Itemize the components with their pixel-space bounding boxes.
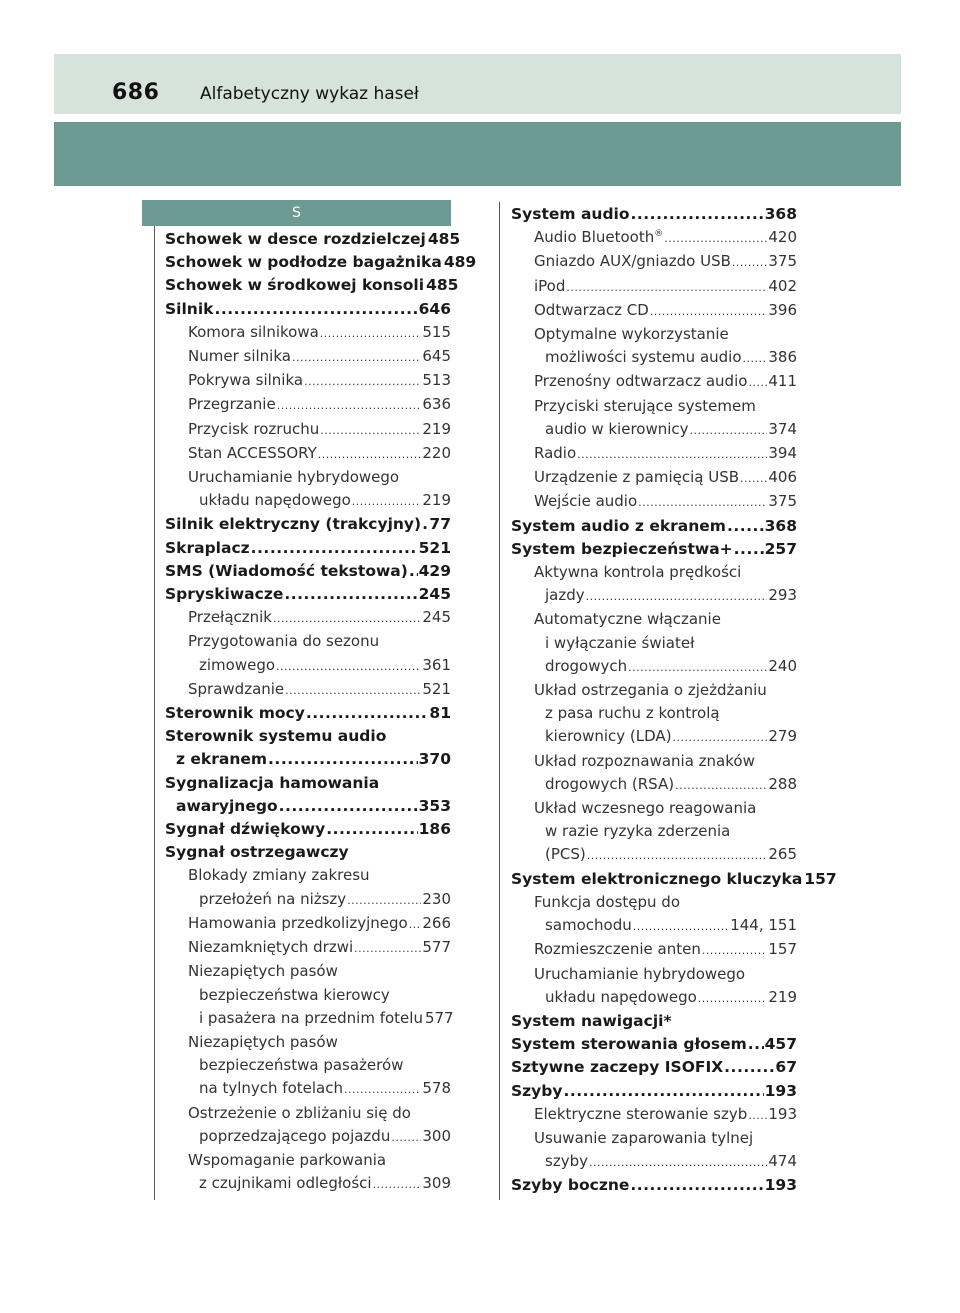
index-entry-page: 300 <box>422 1126 451 1145</box>
index-entry <box>165 369 451 393</box>
index-entry-page: 521 <box>418 538 451 557</box>
index-entry-text: szyby <box>545 1152 588 1171</box>
dot-leader <box>734 538 764 561</box>
index-entry <box>511 843 797 867</box>
dot-leader <box>748 370 767 394</box>
index-entry <box>165 1031 451 1054</box>
index-entry-text: Komora silnikowa <box>188 322 319 341</box>
index-entry-page: 245 <box>418 585 451 604</box>
index-entry-page: 578 <box>422 1079 451 1098</box>
index-entry-page: 645 <box>422 347 451 366</box>
index-entry <box>511 679 797 702</box>
dot-leader <box>673 725 768 749</box>
index-entry-text: Elektryczne sterowanie szyb <box>534 1104 748 1123</box>
dot-leader <box>268 748 418 771</box>
index-entry <box>511 226 797 250</box>
dot-leader <box>320 418 421 442</box>
index-entry-text: Audio Bluetooth® <box>534 228 664 247</box>
index-entry <box>165 772 451 795</box>
index-entry <box>165 321 451 345</box>
index-entry <box>165 560 451 583</box>
section-banner <box>54 122 901 186</box>
index-entry-text: Układ wczesnego reagowania <box>534 799 757 818</box>
index-entry-text: Przełącznik <box>188 608 272 627</box>
index-entry-page: 406 <box>768 468 797 487</box>
index-entry-page: 279 <box>768 727 797 746</box>
dot-leader <box>304 369 421 393</box>
index-entry-text: jazdy <box>545 586 585 605</box>
index-entry-text: Przenośny odtwarzacz audio <box>534 372 748 391</box>
index-entry <box>511 299 797 323</box>
index-entry-text: Radio <box>534 444 577 463</box>
index-entry-text: i pasażera na przednim fotelu <box>199 1008 423 1027</box>
index-entry-text: Uruchamianie hybrydowego <box>534 964 746 983</box>
index-entry-page: 353 <box>418 796 451 815</box>
index-entry-text: Szyby boczne <box>511 1176 630 1195</box>
index-entry-text: Przygotowania do sezonu <box>188 632 380 651</box>
dot-leader <box>702 938 768 962</box>
index-entry <box>511 346 797 370</box>
index-entry <box>511 538 797 561</box>
index-entry <box>511 490 797 514</box>
index-entry-page: 219 <box>422 419 451 438</box>
index-entry <box>511 203 797 226</box>
index-entry <box>511 1033 797 1056</box>
index-entry-text: kierownicy (LDA) <box>545 727 672 746</box>
dot-leader <box>285 678 421 702</box>
index-entry <box>165 393 451 417</box>
index-entry-text: Wejście audio <box>534 492 638 511</box>
index-entry <box>511 418 797 442</box>
index-entry-text: SMS (Wiadomość tekstowa) <box>165 561 408 580</box>
index-entry-page: 394 <box>768 444 797 463</box>
dot-leader <box>306 702 429 725</box>
index-entry-text: System sterowania głosem <box>511 1035 747 1054</box>
index-entry-page: 646 <box>418 299 451 318</box>
dot-leader <box>743 346 768 370</box>
dot-leader <box>732 250 767 274</box>
index-entry-text: Szyby <box>511 1081 563 1100</box>
index-entry <box>165 936 451 960</box>
dot-leader <box>631 203 764 226</box>
index-entry <box>511 725 797 749</box>
index-entry-page: 144, 151 <box>730 916 797 935</box>
index-entry-text: zimowego <box>199 655 276 674</box>
index-entry-page: 386 <box>768 348 797 367</box>
index-entry-text: bezpieczeństwa pasażerów <box>199 1056 404 1075</box>
index-entry-text: Funkcja dostępu do <box>534 892 681 911</box>
index-entry-page: 485 <box>427 230 461 248</box>
index-entry-text: Automatyczne włączanie <box>534 610 721 629</box>
dot-leader <box>276 654 421 678</box>
index-entry <box>165 513 451 536</box>
index-entry <box>165 984 451 1007</box>
index-entry <box>511 275 797 299</box>
index-entry <box>165 228 461 251</box>
index-entry-text: bezpieczeństwa kierowcy <box>199 985 390 1004</box>
section-letter-tab: S <box>142 200 451 226</box>
index-entry <box>511 1150 797 1174</box>
index-entry-text: Silnik <box>165 299 214 318</box>
dot-leader <box>373 1172 422 1196</box>
index-entry <box>511 914 797 938</box>
index-entry-text: Stan ACCESSORY <box>188 443 317 462</box>
index-entry <box>165 345 451 369</box>
index-entry <box>511 1010 797 1033</box>
index-entry-text: Gniazdo AUX/gniazdo USB <box>534 252 731 271</box>
dot-leader <box>727 515 764 538</box>
index-entry-text: Hamowania przedkolizyjnego <box>188 913 408 932</box>
index-entry-page: 67 <box>775 1058 797 1077</box>
dot-leader <box>354 936 421 960</box>
index-entry-page: 193 <box>764 1176 797 1195</box>
index-entry <box>165 912 451 936</box>
dot-leader <box>690 418 768 442</box>
index-entry-page: 157 <box>768 940 797 959</box>
dot-leader <box>724 1056 774 1079</box>
index-entry-text: Niezapiętych pasów <box>188 1032 338 1051</box>
index-entry-text: na tylnych fotelach <box>199 1079 343 1098</box>
index-entry-text: Numer silnika <box>188 347 291 366</box>
index-entry-page: 186 <box>418 820 451 839</box>
index-entry <box>165 466 451 489</box>
index-entry-page: 266 <box>422 913 451 932</box>
index-entry-text: Sterownik systemu audio <box>165 727 387 746</box>
dot-leader <box>409 560 418 583</box>
index-entry-text: Usuwanie zaparowania tylnej <box>534 1128 754 1147</box>
index-entry-text: Sprawdzanie <box>188 679 285 698</box>
index-entry-text: (PCS) <box>545 845 586 864</box>
index-entry <box>165 1054 451 1077</box>
index-entry <box>165 583 451 606</box>
index-entry <box>511 820 797 843</box>
dot-leader <box>698 986 768 1010</box>
index-entry-page: 368 <box>764 516 797 535</box>
index-entry-text: System bezpieczeństwa+ <box>511 539 733 558</box>
index-entry-text: Skraplacz <box>165 538 250 557</box>
dot-leader <box>740 466 767 490</box>
index-entry-page: 293 <box>768 586 797 605</box>
index-entry <box>511 868 837 891</box>
index-entry-page: 420 <box>768 228 797 247</box>
index-entry-text: awaryjnego <box>176 796 278 815</box>
dot-leader <box>251 537 418 560</box>
index-entry <box>165 1149 451 1172</box>
index-entry <box>511 250 797 274</box>
index-entry <box>165 888 451 912</box>
index-entry-page: 515 <box>422 322 451 341</box>
index-entry <box>165 418 451 442</box>
index-entry <box>165 489 451 513</box>
index-entry-text: samochodu <box>545 916 632 935</box>
index-entry-text: Wspomaganie parkowania <box>188 1150 387 1169</box>
page-title: Alfabetyczny wykaz haseł <box>200 84 419 104</box>
dot-leader <box>277 393 422 417</box>
index-entry-text: Schowek w desce rozdzielczej <box>165 230 426 248</box>
index-entry <box>165 702 451 725</box>
index-entry-page: 77 <box>429 515 451 534</box>
dot-leader <box>586 584 768 608</box>
index-entry <box>165 1102 451 1125</box>
dot-leader <box>628 655 767 679</box>
index-entry-text: Niezapiętych pasów <box>188 962 338 981</box>
index-entry-page: 193 <box>768 1104 797 1123</box>
dot-leader <box>748 1033 764 1056</box>
dot-leader <box>675 773 767 797</box>
dot-leader <box>284 583 417 606</box>
index-entry-page: 368 <box>764 205 797 223</box>
index-entry-page: 396 <box>768 300 797 319</box>
index-entry <box>511 466 797 490</box>
dot-leader <box>318 442 422 466</box>
index-entry <box>511 963 797 986</box>
index-entry-text: Sztywne zaczepy ISOFIX <box>511 1058 724 1077</box>
index-entry <box>165 1077 451 1101</box>
index-entry-page: 429 <box>418 561 451 580</box>
index-entry-page: 219 <box>768 987 797 1006</box>
registered-mark: ® <box>654 229 664 240</box>
index-entry <box>511 797 797 820</box>
index-entry <box>511 1127 797 1150</box>
index-entry-page: 81 <box>429 704 451 723</box>
index-entry <box>511 655 797 679</box>
index-entry-page: 513 <box>422 371 451 390</box>
index-entry-page: 245 <box>422 608 451 627</box>
index-entry <box>511 986 797 1010</box>
index-entry-text: System audio z ekranem <box>511 516 726 535</box>
index-entry-text: Niezamkniętych drzwi <box>188 938 354 957</box>
dot-leader <box>638 490 767 514</box>
dot-leader <box>391 1125 421 1149</box>
index-entry-text: możliwości systemu audio <box>545 348 742 367</box>
index-entry-text: Rozmieszczenie anten <box>534 940 701 959</box>
dot-leader <box>352 489 422 513</box>
index-entry <box>165 630 451 653</box>
index-column-right <box>511 203 837 1198</box>
index-entry <box>511 1080 797 1103</box>
index-entry-page: 240 <box>768 656 797 675</box>
index-entry <box>511 702 797 725</box>
index-entry <box>165 298 451 321</box>
index-entry-page: 257 <box>764 539 797 558</box>
index-entry-text: Optymalne wykorzystanie <box>534 325 729 344</box>
dot-leader <box>630 1174 763 1197</box>
index-entry <box>165 251 477 274</box>
index-entry-text: układu napędowego <box>545 987 697 1006</box>
index-entry <box>165 1172 451 1196</box>
index-entry-page: 577 <box>424 1008 454 1027</box>
left-column-rule <box>154 226 155 1200</box>
index-column-left <box>165 228 477 1196</box>
dot-leader <box>273 606 421 630</box>
index-entry <box>165 818 451 841</box>
index-entry-page: 375 <box>768 492 797 511</box>
index-entry <box>511 442 797 466</box>
index-entry-text: Odtwarzacz CD <box>534 300 649 319</box>
index-entry <box>511 938 797 962</box>
index-entry-text: Sygnał ostrzegawczy <box>165 843 349 862</box>
index-entry-text: Silnik elektryczny (trakcyjny) <box>165 515 422 534</box>
index-entry-text: Układ ostrzegania o zjeżdżaniu <box>534 681 767 700</box>
index-entry <box>511 1174 797 1197</box>
index-entry <box>511 584 797 608</box>
index-entry-page: 265 <box>768 845 797 864</box>
dot-leader <box>292 345 421 369</box>
index-entry <box>165 1007 454 1031</box>
index-entry-page: 402 <box>768 276 797 295</box>
index-entry-text: poprzedzającego pojazdu <box>199 1126 391 1145</box>
dot-leader <box>564 1080 764 1103</box>
dot-leader <box>650 299 768 323</box>
index-entry <box>511 561 797 584</box>
index-entry-text: iPod <box>534 276 566 295</box>
index-entry-text: drogowych (RSA) <box>545 774 675 793</box>
index-entry <box>165 841 451 864</box>
index-entry-text: Urządzenie z pamięcią USB <box>534 468 740 487</box>
index-entry-page: 157 <box>804 869 837 888</box>
index-entry-text: przełożeń na niższy <box>199 889 347 908</box>
dot-leader <box>344 1077 421 1101</box>
dot-leader <box>748 1103 767 1127</box>
dot-leader <box>577 442 767 466</box>
index-entry <box>165 537 451 560</box>
index-entry <box>165 654 451 678</box>
dot-leader <box>279 795 418 818</box>
index-entry <box>511 1103 797 1127</box>
index-entry <box>511 773 797 797</box>
index-entry-page: 374 <box>768 419 797 438</box>
dot-leader <box>587 843 768 867</box>
index-entry-page: 474 <box>768 1152 797 1171</box>
index-entry <box>165 795 451 818</box>
index-entry-text: z czujnikami odległości <box>199 1174 372 1193</box>
index-entry-page: 361 <box>422 655 451 674</box>
index-entry <box>165 1125 451 1149</box>
index-entry <box>165 960 451 983</box>
index-entry-text: drogowych <box>545 656 628 675</box>
index-entry <box>165 864 451 887</box>
index-entry <box>511 1056 797 1079</box>
index-entry-text: Ostrzeżenie o zbliżaniu się do <box>188 1103 411 1122</box>
dot-leader <box>589 1150 767 1174</box>
index-entry-text: Przyciski sterujące systemem <box>534 396 756 415</box>
index-entry <box>165 442 451 466</box>
index-entry <box>165 725 451 748</box>
index-entry-page: 288 <box>768 774 797 793</box>
index-entry-page: 230 <box>422 889 451 908</box>
index-entry-text: Uruchamianie hybrydowego <box>188 468 400 487</box>
dot-leader <box>326 818 417 841</box>
index-entry-page: 577 <box>422 938 451 957</box>
page-number: 686 <box>112 80 160 105</box>
index-entry-text: System nawigacji* <box>511 1011 672 1030</box>
index-entry-text: z pasa ruchu z kontrolą <box>545 704 720 723</box>
index-entry <box>511 891 797 914</box>
dot-leader <box>422 513 428 536</box>
index-entry-page: 309 <box>422 1174 451 1193</box>
index-entry-page: 485 <box>426 276 459 295</box>
index-entry-text: Aktywna kontrola prędkości <box>534 563 742 582</box>
index-entry <box>511 608 797 631</box>
index-entry-text: audio w kierownicy <box>545 419 689 438</box>
index-entry <box>165 606 451 630</box>
index-entry <box>165 748 451 771</box>
index-entry <box>165 274 459 297</box>
index-entry-page: 521 <box>422 679 451 698</box>
index-entry-text: Przycisk rozruchu <box>188 419 320 438</box>
index-entry <box>511 323 797 346</box>
index-entry-page: 219 <box>422 491 451 510</box>
index-entry <box>511 370 797 394</box>
index-entry-text: Blokady zmiany zakresu <box>188 866 370 885</box>
index-entry <box>165 678 451 702</box>
index-entry <box>511 750 797 773</box>
header-band <box>54 54 901 114</box>
index-entry-text: System audio <box>511 205 630 223</box>
index-entry-page: 636 <box>422 395 451 414</box>
dot-leader <box>347 888 421 912</box>
dot-leader <box>214 298 417 321</box>
index-entry <box>511 632 797 655</box>
index-entry-text: układu napędowego <box>199 491 351 510</box>
index-entry-text: z ekranem <box>176 750 268 769</box>
dot-leader <box>409 912 422 936</box>
index-entry-text: w razie ryzyka zderzenia <box>545 822 731 841</box>
index-entry-page: 489 <box>443 253 477 272</box>
index-entry-text: Sterownik mocy <box>165 704 305 723</box>
index-entry-text: i wyłączanie świateł <box>545 633 695 652</box>
index-entry-text: Układ rozpoznawania znaków <box>534 751 755 770</box>
index-entry <box>511 515 797 538</box>
index-entry-text: Schowek w podłodze bagażnika <box>165 253 442 272</box>
dot-leader <box>566 275 767 299</box>
index-entry-text: System elektronicznego kluczyka <box>511 869 803 888</box>
index-entry-page: 457 <box>764 1035 797 1054</box>
index-entry-page: 411 <box>768 372 797 391</box>
index-entry-text: Spryskiwacze <box>165 585 284 604</box>
right-column-rule <box>499 202 500 1200</box>
index-entry-text: Pokrywa silnika <box>188 371 304 390</box>
index-entry-page: 193 <box>764 1081 797 1100</box>
index-entry-text: Przegrzanie <box>188 395 276 414</box>
index-entry <box>511 395 797 418</box>
dot-leader <box>320 321 422 345</box>
index-entry-text: Sygnalizacja hamowania <box>165 773 380 792</box>
index-entry-page: 375 <box>768 252 797 271</box>
index-entry-text: Schowek w środkowej konsoli <box>165 276 425 295</box>
index-entry-page: 370 <box>418 750 451 769</box>
dot-leader <box>633 914 729 938</box>
index-entry-page: 220 <box>422 443 451 462</box>
index-entry-text: Sygnał dźwiękowy <box>165 820 326 839</box>
dot-leader <box>664 226 767 250</box>
